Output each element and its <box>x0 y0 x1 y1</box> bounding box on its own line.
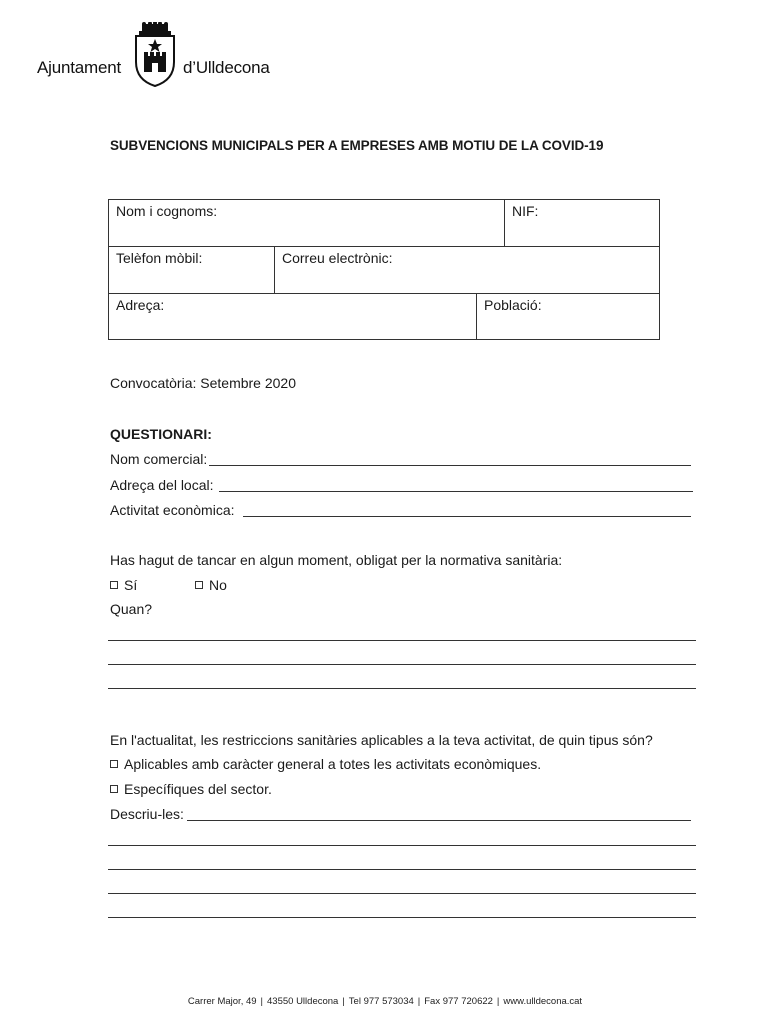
footer-separator: | <box>496 996 500 1007</box>
nom-comercial-label: Nom comercial: <box>110 451 208 467</box>
poblacio-field[interactable] <box>476 293 660 340</box>
q1-option-si-label: Sí <box>124 577 138 593</box>
q1-option-no[interactable] <box>195 577 227 593</box>
footer-separator: | <box>342 996 345 1007</box>
descriu-input-line[interactable] <box>187 820 691 821</box>
descriu-answer-line[interactable] <box>108 917 696 918</box>
quan-answer-line[interactable] <box>108 640 696 641</box>
activitat-label: Activitat econòmica: <box>110 502 235 518</box>
q1-option-no-label: No <box>209 577 227 593</box>
footer-separator: | <box>417 996 421 1007</box>
footer <box>0 996 770 1007</box>
logo-text-ajuntament: Ajuntament <box>37 58 121 77</box>
q2-option-general-label: Aplicables amb caràcter general a totes les activitats econòmiques. <box>124 756 542 772</box>
q1-question: Has hagut de tancar en algun moment, obligat per la normativa sanitària: <box>110 552 563 568</box>
nif-field[interactable] <box>504 199 660 247</box>
footer-fax: Fax 977 720622 <box>424 996 493 1007</box>
checkbox-icon[interactable] <box>110 760 118 768</box>
adreca-local-label: Adreça del local: <box>110 477 214 493</box>
quan-answer-line[interactable] <box>108 688 696 689</box>
nom-cognoms-label: Nom i cognoms: <box>116 203 218 219</box>
footer-separator: | <box>260 996 264 1007</box>
footer-address: Carrer Major, 49 <box>187 996 257 1007</box>
applicant-form <box>108 199 660 340</box>
convocatoria-text: Convocatòria: Setembre 2020 <box>110 375 296 391</box>
checkbox-icon[interactable] <box>110 581 118 589</box>
checkbox-icon[interactable] <box>195 581 203 589</box>
q2-option-especifiques[interactable] <box>110 781 272 797</box>
adreca-local-input-line[interactable] <box>219 491 693 492</box>
telefon-label: Telèfon mòbil: <box>116 250 203 266</box>
q2-option-especifiques-label: Específiques del sector. <box>124 781 272 797</box>
questionari-heading: QUESTIONARI: <box>110 426 212 442</box>
adreca-label: Adreça: <box>116 297 165 313</box>
descriu-answer-line[interactable] <box>108 869 696 870</box>
coat-of-arms-icon <box>130 22 180 88</box>
descriu-answer-line[interactable] <box>108 845 696 846</box>
nom-cognoms-field[interactable] <box>108 199 505 247</box>
activitat-input-line[interactable] <box>243 516 691 517</box>
quan-answer-line[interactable] <box>108 664 696 665</box>
document-title: SUBVENCIONS MUNICIPALS PER A EMPRESES AMB MOTIU DE LA COVID-19 <box>110 138 604 153</box>
footer-tel: Tel 977 573034 <box>348 996 414 1007</box>
adreca-field[interactable] <box>108 293 477 340</box>
nif-label: NIF: <box>512 203 539 219</box>
correu-label: Correu electrònic: <box>282 250 393 266</box>
poblacio-label: Població: <box>484 297 542 313</box>
descriu-label: Descriu-les: <box>110 806 184 822</box>
telefon-field[interactable] <box>108 246 275 294</box>
q2-question: En l'actualitat, les restriccions sanitàries aplicables a la teva activitat, de quin tipus són? <box>110 732 653 748</box>
correu-field[interactable] <box>274 246 660 294</box>
nom-comercial-input-line[interactable] <box>209 465 691 466</box>
q1-option-si[interactable] <box>110 577 137 593</box>
q2-option-general[interactable] <box>110 756 541 772</box>
footer-web-link[interactable]: www.ulldecona.cat <box>503 996 583 1007</box>
quan-label: Quan? <box>110 601 153 617</box>
descriu-answer-line[interactable] <box>108 893 696 894</box>
checkbox-icon[interactable] <box>110 785 118 793</box>
footer-postcode: 43550 Ulldecona <box>267 996 339 1007</box>
logo-text-ulldecona: d’Ulldecona <box>183 58 270 77</box>
